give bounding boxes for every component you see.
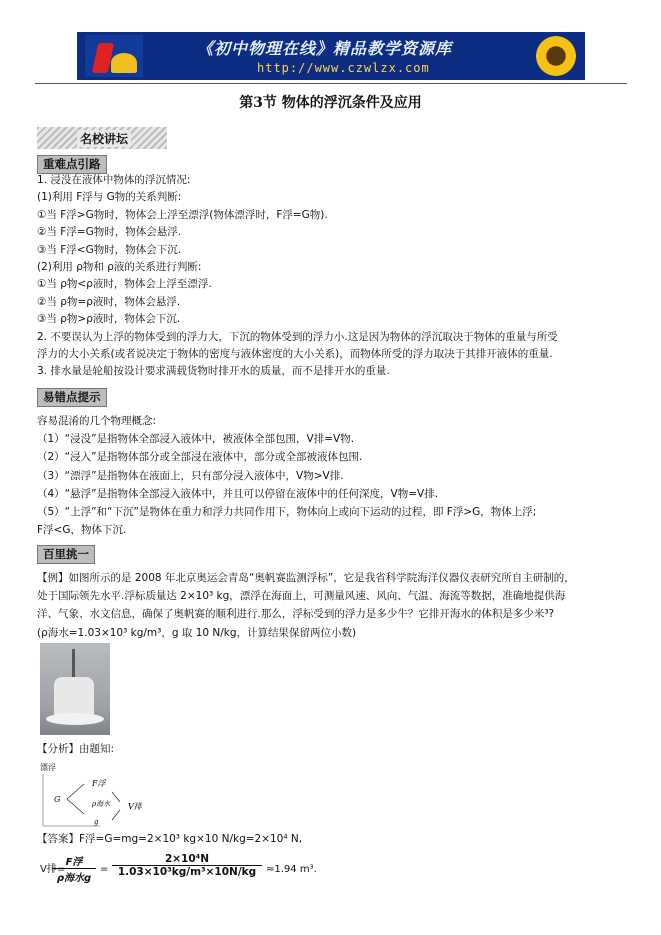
text-line: ③当 ρ物>ρ液时，物体会下沉. <box>37 313 181 326</box>
text-line: 1. 浸没在液体中物体的浮沉情况: <box>37 174 191 186</box>
site-banner <box>77 32 585 80</box>
section-heading-2: 易错点提示 <box>37 388 107 407</box>
text-line: 洋、气象、水文信息，确保了奥帆赛的顺利进行.那么，浮标受到的浮力是多少牛？它排开海水的体积是多少米³? <box>37 608 555 621</box>
analysis-label: 【分析】由题知: <box>37 743 115 755</box>
formula-frac-2: 2×10⁴N 1.03×10³kg/m³×10N/kg <box>112 853 262 878</box>
page-title: 第3节 物体的浮沉条件及应用 <box>239 95 422 111</box>
buoy-photo <box>40 643 110 735</box>
answer-line: 【答案】F浮=G=mg=2×10³ kg×10 N/kg=2×10⁴ N, <box>37 833 303 845</box>
diagram-float: 漂浮 <box>40 763 56 772</box>
banner-url[interactable]: http://www.czwlzx.com <box>257 61 430 75</box>
text-line: F浮<G，物体下沉. <box>37 524 127 537</box>
text-line: 处于国际领先水平.浮标质量达 2×10³ kg，漂浮在海面上，可测量风速、风向、气温、海流等数据，准确地提供海 <box>37 590 566 603</box>
formula-frac-1: F浮 ρ海水g <box>52 853 96 884</box>
text-line: ②当 ρ物=ρ液时，物体会悬浮. <box>37 295 181 308</box>
text-line: 浮力的大小关系(或者说决定于物体的密度与液体密度的大小关系)，而物体所受的浮力取决于其排开液体的重量. <box>37 348 553 360</box>
logo <box>85 35 143 77</box>
section-badge: 名校讲坛 <box>37 127 167 149</box>
formula-result: ≈1.94 m³. <box>266 864 317 875</box>
banner-title: 《初中物理在线》精品教学资源库 <box>197 39 453 58</box>
formula-eq: = <box>100 864 109 875</box>
text-line: 【例】如图所示的是 2008 年北京奥运会青岛“奥帆赛监测浮标”，它是我省科学院海洋仪器仪表研究所自主研制的， <box>37 572 575 584</box>
text-line: (2)利用 ρ物和 ρ液的关系进行判断: <box>37 261 202 273</box>
diagram-rho: ρ海水 <box>92 800 111 808</box>
section-heading-1: 重难点引路 <box>37 155 107 174</box>
text-line: 3. 排水量是轮船按设计要求满载货物时排开水的质量，而不是排开水的重量. <box>37 365 390 378</box>
diagram-fbuoy: F浮 <box>92 779 106 788</box>
text-line: （2）“浸入”是指物体部分或全部浸在液体中，部分或全部被液体包围. <box>37 451 363 464</box>
text-line: (ρ海水=1.03×10³ kg/m³，g 取 10 N/kg，计算结果保留两位小数) <box>37 626 357 639</box>
header-rule <box>35 83 627 84</box>
section-heading-3: 百里挑一 <box>37 545 95 564</box>
diagram-g: G <box>54 795 61 804</box>
analysis-diagram <box>40 762 155 828</box>
text-line: 容易混淆的几个物理概念: <box>37 415 157 427</box>
text-line: (1)利用 F浮与 G物的关系判断: <box>37 191 182 204</box>
text-line: ②当 F浮=G物时，物体会悬浮. <box>37 226 182 239</box>
text-line: （4）“悬浮”是指物体全部浸入液体中，并且可以停留在液体中的任何深度，V物=V排. <box>37 487 439 500</box>
sunflower-image <box>533 34 579 78</box>
text-line: （1）“浸没”是指物体全部浸入液体中，被液体全部包围，V排=V物. <box>37 433 355 446</box>
formula-lhs: V排= <box>40 864 66 875</box>
text-line: （5）“上浮”和“下沉”是物体在重力和浮力共同作用下，物体向上或向下运动的过程，即 F浮>G，物体上浮; <box>37 506 537 518</box>
diagram-gc: g <box>94 818 99 826</box>
diagram-v: V排 <box>128 802 142 811</box>
text-line: 2. 不要误认为上浮的物体受到的浮力大，下沉的物体受到的浮力小.这是因为物体的浮沉取决于物体的重量与所受 <box>37 330 558 343</box>
text-line: ①当 ρ物<ρ液时，物体会上浮至漂浮. <box>37 278 212 291</box>
text-line: ③当 F浮<G物时，物体会下沉. <box>37 243 182 256</box>
text-line: （3）“漂浮”是指物体在液面上，只有部分浸入液体中，V物>V排. <box>37 469 344 482</box>
text-line: ①当 F浮>G物时，物体会上浮至漂浮(物体漂浮时，F浮=G物). <box>37 208 328 221</box>
